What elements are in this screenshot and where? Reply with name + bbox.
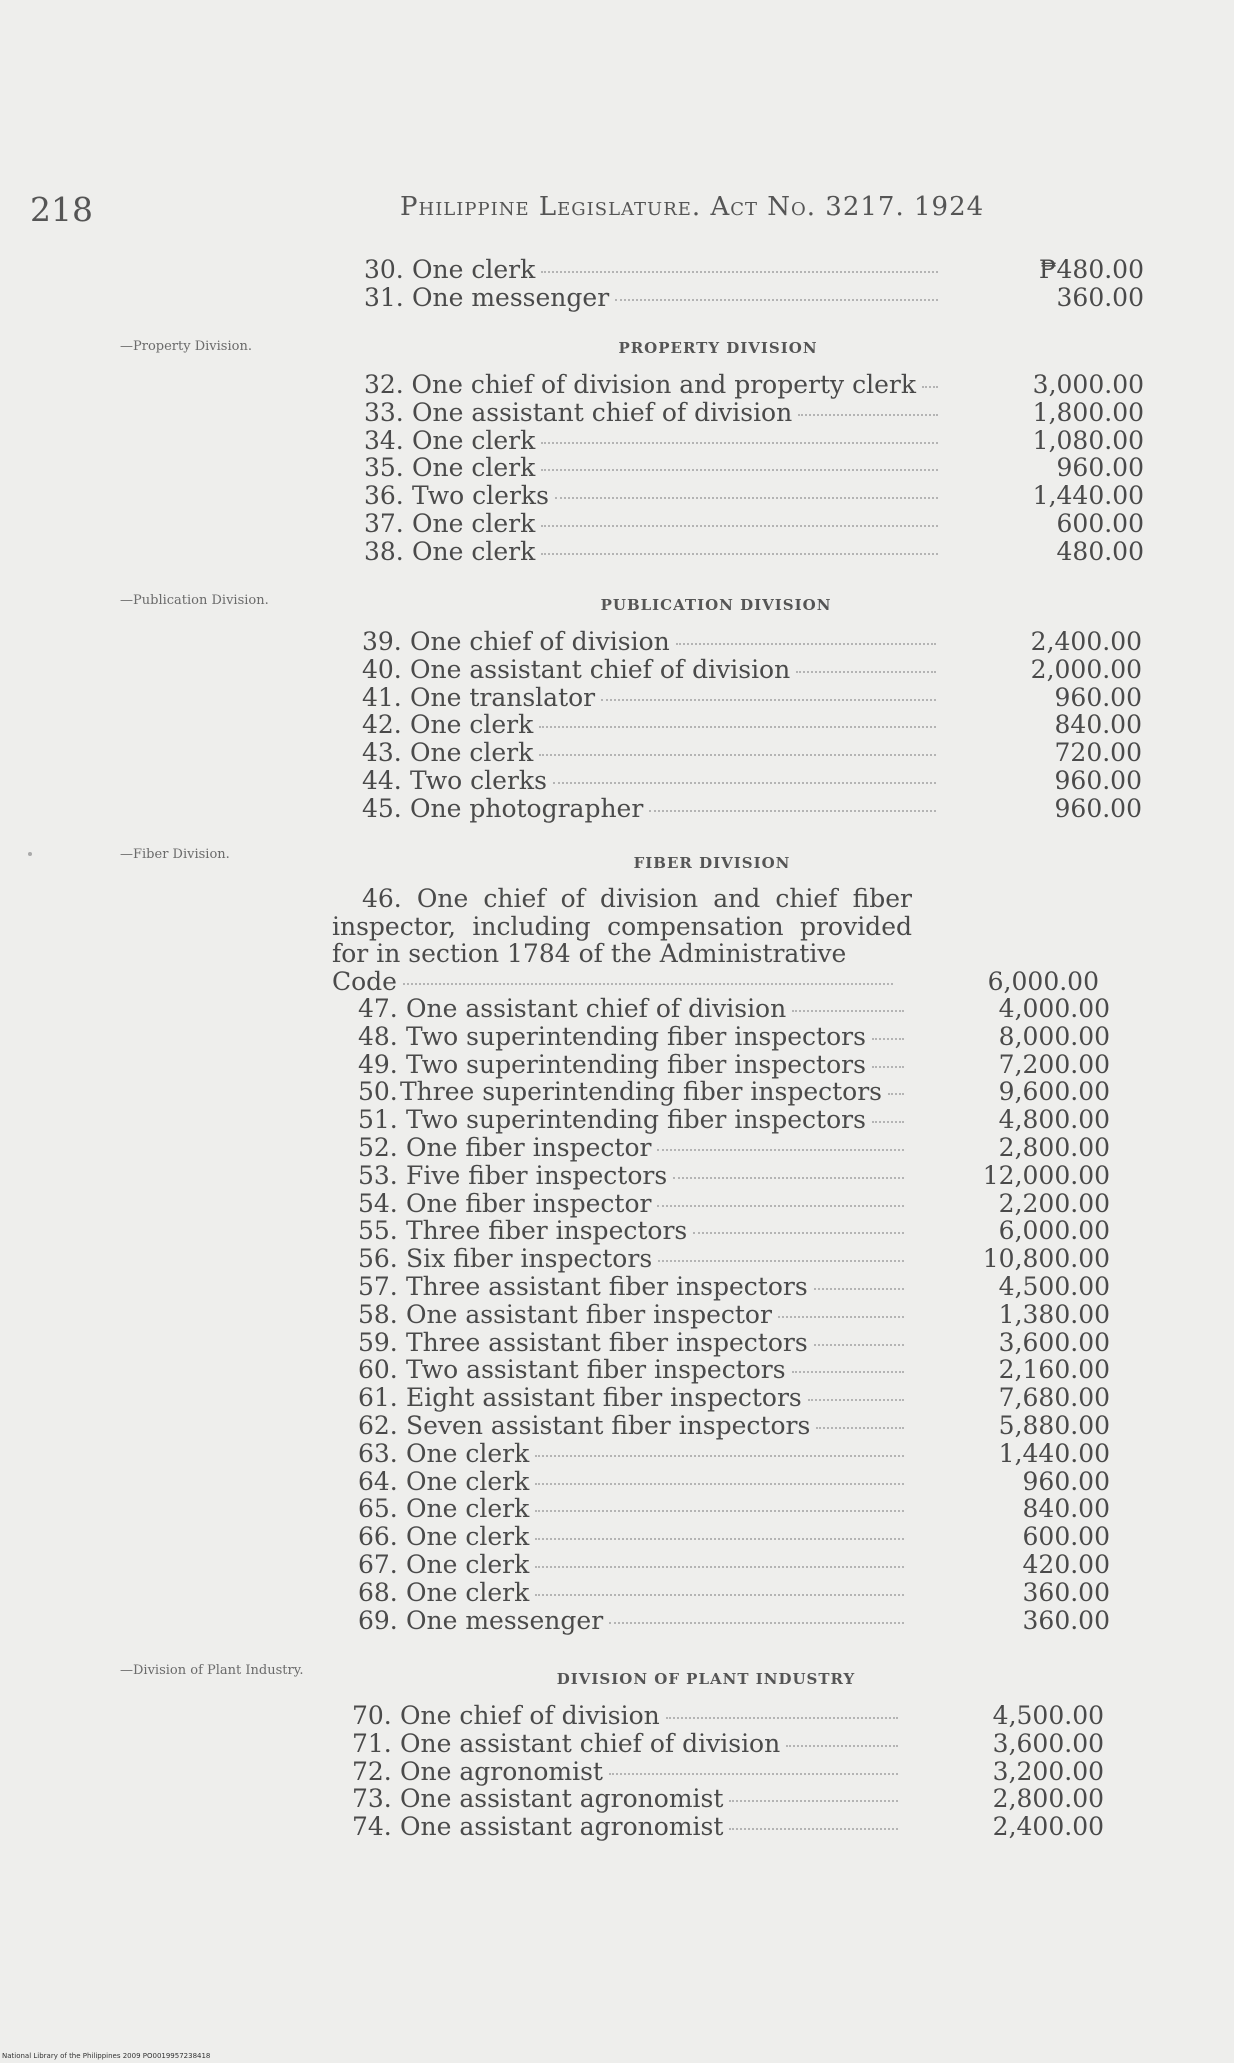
line-item bbox=[358, 1412, 1110, 1440]
line-item-amount: 960.00 bbox=[1054, 765, 1142, 795]
line-item bbox=[362, 767, 1142, 795]
line-item-number: 43. bbox=[362, 738, 402, 768]
line-item-description: One clerk bbox=[410, 738, 534, 768]
line-item bbox=[358, 1523, 1110, 1551]
line-item-amount: 7,680.00 bbox=[998, 1383, 1110, 1413]
line-item-amount: 600.00 bbox=[1056, 508, 1144, 538]
line-item-description: Eight assistant fiber inspectors bbox=[406, 1383, 802, 1413]
line-item bbox=[364, 454, 1144, 482]
line-item-description: One messenger bbox=[412, 282, 610, 312]
top-item-list bbox=[364, 256, 1144, 312]
line-item bbox=[358, 1329, 1110, 1357]
line-item-amount: 12,000.00 bbox=[982, 1160, 1110, 1190]
line-item-amount: 1,380.00 bbox=[998, 1299, 1110, 1329]
line-item-number: 52. bbox=[358, 1132, 398, 1162]
line-item-description: Two superintending fiber inspectors bbox=[406, 1105, 866, 1135]
dot-leader bbox=[555, 497, 938, 499]
line-item-number: 39. bbox=[362, 627, 402, 656]
line-item-amount: 3,600.00 bbox=[998, 1327, 1110, 1357]
dot-leader bbox=[535, 1483, 904, 1485]
line-item-description: One assistant fiber inspector bbox=[406, 1299, 772, 1329]
line-item-description: One clerk bbox=[406, 1549, 530, 1579]
line-item-description: One clerk bbox=[412, 508, 536, 538]
line-item-description: One chief of division bbox=[400, 1701, 660, 1730]
line-item-description: Two superintending fiber inspectors bbox=[406, 1021, 866, 1051]
publication-item-list bbox=[362, 628, 1142, 823]
line-item-number: 40. bbox=[362, 654, 402, 684]
line-item-amount: 720.00 bbox=[1054, 738, 1142, 768]
line-item-amount: 2,160.00 bbox=[998, 1355, 1110, 1385]
line-item bbox=[358, 1607, 1110, 1635]
line-item-number: 67. bbox=[358, 1549, 398, 1579]
dot-leader bbox=[615, 299, 938, 301]
line-item-amount: 360.00 bbox=[1056, 282, 1144, 312]
dot-leader bbox=[798, 414, 938, 416]
line-item bbox=[358, 1468, 1110, 1496]
page-number: 218 bbox=[30, 190, 93, 229]
line-item bbox=[358, 995, 1110, 1023]
line-item bbox=[358, 1356, 1110, 1384]
dot-leader bbox=[541, 553, 938, 555]
line-item bbox=[364, 256, 1144, 284]
line-item-number: 44. bbox=[362, 765, 402, 795]
line-item-description: One clerk bbox=[412, 453, 536, 483]
margin-note-fiber: —Fiber Division. bbox=[120, 847, 230, 862]
line-item-amount: 2,800.00 bbox=[992, 1784, 1104, 1814]
line-item-amount: 5,880.00 bbox=[998, 1410, 1110, 1440]
line-item-number: 56. bbox=[358, 1244, 398, 1274]
line-item-amount: 4,500.00 bbox=[992, 1701, 1104, 1730]
line-item-description: One fiber inspector bbox=[406, 1188, 652, 1218]
dot-leader bbox=[814, 1288, 904, 1290]
line-item bbox=[362, 711, 1142, 739]
line-item bbox=[358, 1106, 1110, 1134]
dot-leader bbox=[778, 1316, 904, 1318]
line-item-amount: 2,400.00 bbox=[1030, 627, 1142, 656]
line-item-description: Seven assistant fiber inspectors bbox=[406, 1410, 811, 1440]
property-item-list bbox=[364, 371, 1144, 566]
line-item-amount: 600.00 bbox=[1022, 1522, 1110, 1552]
margin-note-property: —Property Division. bbox=[120, 339, 252, 354]
line-item-number: 32. bbox=[364, 370, 404, 399]
dot-leader bbox=[729, 1828, 898, 1830]
line-item-number: 34. bbox=[364, 425, 404, 455]
dot-leader bbox=[808, 1399, 904, 1401]
dot-leader bbox=[535, 1538, 904, 1540]
dot-leader bbox=[609, 1773, 898, 1775]
line-item-description: One chief of division bbox=[410, 627, 670, 656]
line-item-description: One assistant agronomist bbox=[400, 1784, 724, 1814]
line-item-description: Three assistant fiber inspectors bbox=[406, 1271, 808, 1301]
heading-fiber-division: FIBER DIVISION bbox=[633, 854, 791, 872]
line-item-description: One assistant chief of division bbox=[406, 994, 787, 1023]
line-item-number: 51. bbox=[358, 1105, 398, 1135]
margin-note-plant-industry: —Division of Plant Industry. bbox=[120, 1663, 304, 1678]
line-item bbox=[364, 427, 1144, 455]
line-item-description: One chief of division and property clerk bbox=[411, 370, 916, 399]
line-item bbox=[358, 1245, 1110, 1273]
line-item bbox=[358, 1384, 1110, 1412]
dot-leader bbox=[601, 699, 936, 701]
line-item-description: One clerk bbox=[406, 1577, 530, 1607]
line-item-number: 41. bbox=[362, 682, 402, 712]
dot-leader bbox=[888, 1093, 904, 1095]
line-item bbox=[358, 1051, 1110, 1079]
dot-leader bbox=[657, 1205, 904, 1207]
line-item-amount: 960.00 bbox=[1054, 682, 1142, 712]
page-speck bbox=[28, 852, 32, 856]
line-item bbox=[358, 1078, 1110, 1106]
line-item-amount: 3,600.00 bbox=[992, 1728, 1104, 1758]
line-item-number: 64. bbox=[358, 1466, 398, 1496]
line-item bbox=[358, 1134, 1110, 1162]
line-item bbox=[364, 482, 1144, 510]
line-item bbox=[358, 1162, 1110, 1190]
line-item-amount: 4,000.00 bbox=[998, 994, 1110, 1023]
line-item-amount: 360.00 bbox=[1022, 1577, 1110, 1607]
fiber-item-list bbox=[358, 995, 1110, 1634]
line-item-amount: 3,000.00 bbox=[1032, 370, 1144, 399]
dot-leader bbox=[553, 782, 936, 784]
dot-leader bbox=[535, 1594, 904, 1596]
line-item-description: Two superintending fiber inspectors bbox=[406, 1049, 866, 1079]
line-item-number: 30. bbox=[364, 255, 404, 284]
fiber-lead-item-lastline bbox=[332, 968, 1112, 996]
dot-leader bbox=[796, 671, 936, 673]
line-item-amount: 840.00 bbox=[1054, 710, 1142, 740]
line-item-description: One translator bbox=[410, 682, 596, 712]
line-item-amount: 1,440.00 bbox=[1032, 481, 1144, 511]
line-item-amount: 2,400.00 bbox=[992, 1812, 1104, 1842]
line-item-number: 62. bbox=[358, 1410, 398, 1440]
line-item-description: One messenger bbox=[406, 1605, 604, 1635]
line-item-amount: 10,800.00 bbox=[982, 1244, 1110, 1274]
line-item-description: One agronomist bbox=[400, 1756, 603, 1786]
line-item-amount: 6,000.00 bbox=[998, 1216, 1110, 1246]
dot-leader bbox=[922, 386, 938, 388]
line-item bbox=[352, 1785, 1104, 1813]
line-item-number: 68. bbox=[358, 1577, 398, 1607]
line-item-amount: 7,200.00 bbox=[998, 1049, 1110, 1079]
line-item-number: 36. bbox=[364, 481, 404, 511]
dot-leader bbox=[872, 1121, 904, 1123]
line-item-description: One clerk bbox=[406, 1494, 530, 1524]
line-item bbox=[358, 1551, 1110, 1579]
line-item-amount: 2,200.00 bbox=[998, 1188, 1110, 1218]
line-item-description: Two assistant fiber inspectors bbox=[406, 1355, 786, 1385]
fiber-lead-item bbox=[332, 885, 1112, 995]
line-item-number: 66. bbox=[358, 1522, 398, 1552]
line-item-number: 38. bbox=[364, 536, 404, 566]
line-item-number: 35. bbox=[364, 453, 404, 483]
dot-leader bbox=[541, 271, 938, 273]
line-item-amount: 360.00 bbox=[1022, 1605, 1110, 1635]
line-item-description: One assistant agronomist bbox=[400, 1812, 724, 1842]
dot-leader bbox=[535, 1510, 904, 1512]
dot-leader bbox=[649, 810, 936, 812]
line-item-description: Six fiber inspectors bbox=[406, 1244, 653, 1274]
line-item-description: One assistant chief of division bbox=[410, 654, 791, 684]
line-item bbox=[362, 739, 1142, 767]
dot-leader bbox=[816, 1427, 904, 1429]
line-item-number: 55. bbox=[358, 1216, 398, 1246]
line-item-number: 74. bbox=[352, 1812, 392, 1842]
line-item-amount: 480.00 bbox=[1056, 536, 1144, 566]
dot-leader bbox=[814, 1344, 904, 1346]
line-item-number: 31. bbox=[364, 282, 404, 312]
running-header: Philippine Legislature. Act No. 3217. 1924 bbox=[400, 192, 985, 222]
line-item-amount: 840.00 bbox=[1022, 1494, 1110, 1524]
dot-leader bbox=[539, 754, 936, 756]
line-item-number: 45. bbox=[362, 793, 402, 823]
dot-leader bbox=[657, 1149, 904, 1151]
line-item-description: One clerk bbox=[406, 1438, 530, 1468]
line-item-description: One clerk bbox=[412, 425, 536, 455]
line-item-description: Five fiber inspectors bbox=[406, 1160, 668, 1190]
line-item-amount: 420.00 bbox=[1022, 1549, 1110, 1579]
line-item bbox=[358, 1301, 1110, 1329]
dot-leader bbox=[658, 1260, 904, 1262]
heading-publication-division: PUBLICATION DIVISION bbox=[600, 596, 832, 614]
dot-leader bbox=[693, 1232, 904, 1234]
line-item-description: Three superintending fiber inspectors bbox=[399, 1077, 882, 1107]
dot-leader bbox=[541, 525, 938, 527]
fiber-lead-item-text: 46. One chief of division and chief fiber inspector, including compensation provided for in section 1784 of the Administrative bbox=[332, 884, 912, 968]
line-item-number: 73. bbox=[352, 1784, 392, 1814]
dot-leader bbox=[872, 1066, 904, 1068]
line-item bbox=[352, 1813, 1104, 1841]
line-item bbox=[358, 1190, 1110, 1218]
line-item-amount: 2,800.00 bbox=[998, 1132, 1110, 1162]
fiber-lead-item-amount: 6,000.00 bbox=[987, 966, 1099, 996]
dot-leader bbox=[541, 469, 938, 471]
dot-leader bbox=[872, 1038, 904, 1040]
line-item-number: 37. bbox=[364, 508, 404, 538]
line-item-number: 59. bbox=[358, 1327, 398, 1357]
line-item bbox=[358, 1579, 1110, 1607]
line-item-description: One photographer bbox=[410, 793, 644, 823]
dot-leader bbox=[539, 726, 936, 728]
line-item bbox=[364, 538, 1144, 566]
line-item bbox=[362, 628, 1142, 656]
line-item-amount: 1,800.00 bbox=[1032, 397, 1144, 427]
line-item-amount: ₱480.00 bbox=[1038, 255, 1144, 284]
line-item bbox=[362, 684, 1142, 712]
line-item-amount: 960.00 bbox=[1054, 793, 1142, 823]
line-item-description: Three fiber inspectors bbox=[406, 1216, 688, 1246]
line-item-description: One clerk bbox=[406, 1522, 530, 1552]
line-item-number: 60. bbox=[358, 1355, 398, 1385]
dot-leader bbox=[786, 1745, 898, 1747]
line-item-number: 54. bbox=[358, 1188, 398, 1218]
dot-leader bbox=[673, 1177, 904, 1179]
line-item-amount: 4,800.00 bbox=[998, 1105, 1110, 1135]
dot-leader bbox=[535, 1455, 904, 1457]
line-item bbox=[358, 1495, 1110, 1523]
line-item-description: One assistant chief of division bbox=[412, 397, 793, 427]
line-item-number: 49. bbox=[358, 1049, 398, 1079]
line-item-number: 48. bbox=[358, 1021, 398, 1051]
line-item bbox=[362, 795, 1142, 823]
dot-leader bbox=[676, 643, 936, 645]
line-item-description: One clerk bbox=[412, 255, 536, 284]
line-item-number: 42. bbox=[362, 710, 402, 740]
line-item-amount: 4,500.00 bbox=[998, 1271, 1110, 1301]
line-item-number: 58. bbox=[358, 1299, 398, 1329]
line-item-amount: 960.00 bbox=[1056, 453, 1144, 483]
line-item-description: One clerk bbox=[410, 710, 534, 740]
line-item-number: 61. bbox=[358, 1383, 398, 1413]
line-item bbox=[358, 1217, 1110, 1245]
dot-leader bbox=[792, 1010, 904, 1012]
line-item-description: One clerk bbox=[412, 536, 536, 566]
dot-leader bbox=[403, 983, 893, 985]
line-item bbox=[352, 1758, 1104, 1786]
dot-leader bbox=[729, 1800, 898, 1802]
heading-property-division: PROPERTY DIVISION bbox=[618, 339, 818, 357]
line-item-number: 33. bbox=[364, 397, 404, 427]
fiber-lead-item-last-word: Code bbox=[332, 966, 397, 996]
line-item bbox=[352, 1730, 1104, 1758]
line-item-amount: 1,080.00 bbox=[1032, 425, 1144, 455]
line-item-amount: 1,440.00 bbox=[998, 1438, 1110, 1468]
line-item-number: 47. bbox=[358, 994, 398, 1023]
line-item-amount: 3,200.00 bbox=[992, 1756, 1104, 1786]
line-item-number: 57. bbox=[358, 1271, 398, 1301]
line-item-number: 69. bbox=[358, 1605, 398, 1635]
line-item-description: Three assistant fiber inspectors bbox=[406, 1327, 808, 1357]
line-item bbox=[364, 284, 1144, 312]
line-item bbox=[358, 1023, 1110, 1051]
line-item-description: Two clerks bbox=[412, 481, 549, 511]
margin-note-publication: —Publication Division. bbox=[120, 593, 269, 608]
line-item-amount: 2,000.00 bbox=[1030, 654, 1142, 684]
line-item-number: 65. bbox=[358, 1494, 398, 1524]
heading-plant-industry-division: DIVISION OF PLANT INDUSTRY bbox=[556, 1670, 856, 1688]
line-item-number: 63. bbox=[358, 1438, 398, 1468]
line-item-number: 70. bbox=[352, 1701, 392, 1730]
line-item bbox=[364, 371, 1144, 399]
line-item-number: 71. bbox=[352, 1728, 392, 1758]
dot-leader bbox=[792, 1371, 904, 1373]
dot-leader bbox=[609, 1622, 904, 1624]
line-item bbox=[358, 1273, 1110, 1301]
line-item bbox=[358, 1440, 1110, 1468]
line-item-amount: 8,000.00 bbox=[998, 1021, 1110, 1051]
footer-archive-stamp: National Library of the Philippines 2009 PO0019957238418 bbox=[2, 2052, 211, 2060]
line-item bbox=[364, 399, 1144, 427]
line-item-amount: 9,600.00 bbox=[998, 1077, 1110, 1107]
line-item-description: Two clerks bbox=[410, 765, 547, 795]
line-item-description: One fiber inspector bbox=[406, 1132, 652, 1162]
dot-leader bbox=[666, 1717, 898, 1719]
line-item-number: 53. bbox=[358, 1160, 398, 1190]
dot-leader bbox=[541, 442, 938, 444]
dot-leader bbox=[535, 1566, 904, 1568]
plant-industry-item-list bbox=[352, 1702, 1104, 1841]
line-item-description: One assistant chief of division bbox=[400, 1728, 781, 1758]
line-item-amount: 960.00 bbox=[1022, 1466, 1110, 1496]
line-item bbox=[352, 1702, 1104, 1730]
line-item-number: 50. bbox=[358, 1077, 398, 1107]
line-item bbox=[364, 510, 1144, 538]
line-item bbox=[362, 656, 1142, 684]
line-item-number: 72. bbox=[352, 1756, 392, 1786]
line-item-description: One clerk bbox=[406, 1466, 530, 1496]
